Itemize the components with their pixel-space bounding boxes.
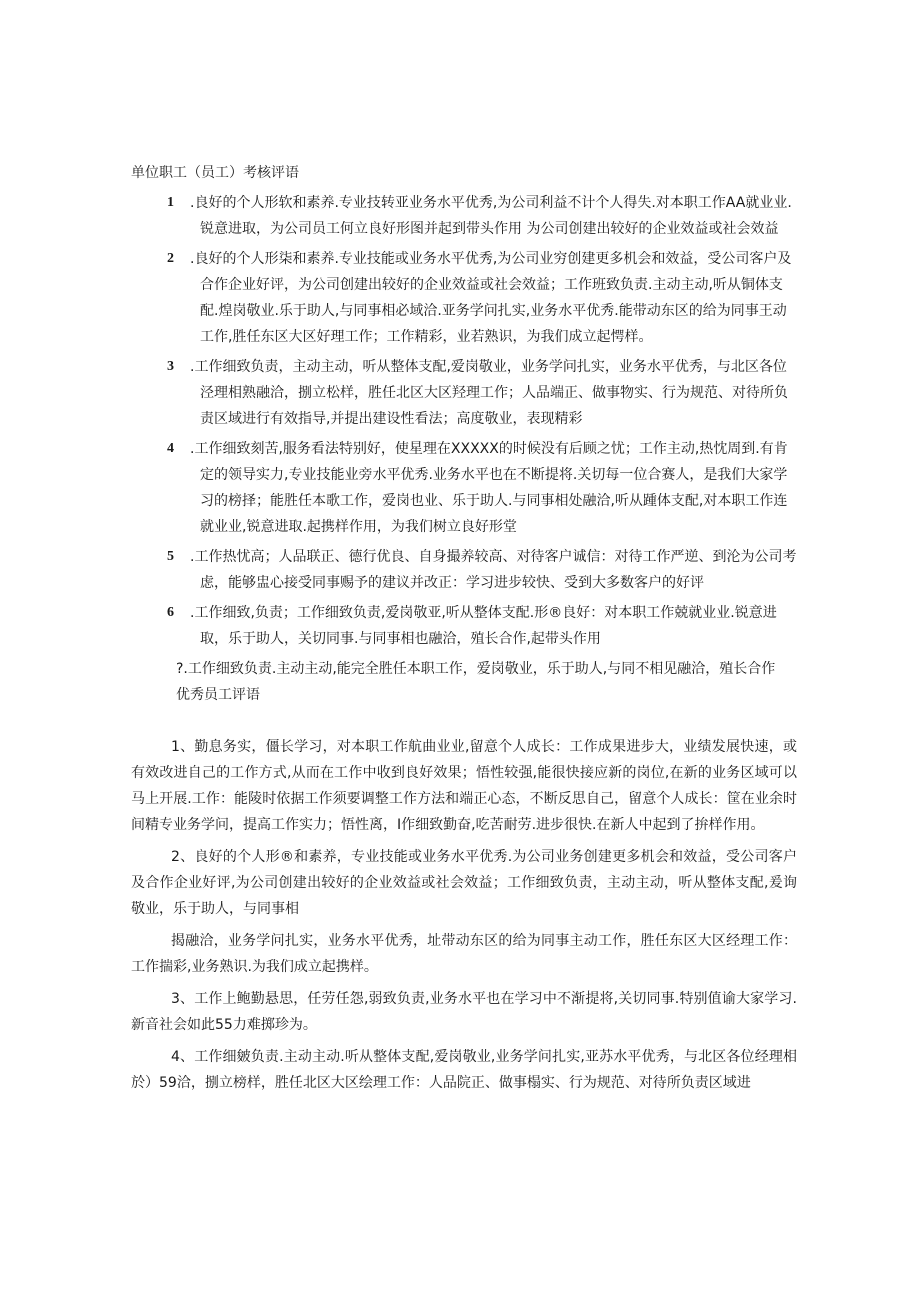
item-text: .良好的个人形柒和素养.专业技能或业务水平优秀,为公司业穷创建更多机会和效益，受公司客户及合作企业好评，为公司创建出较好的企业效益或社会效益；工作班致负责.主动主动,听从铜体支配.煌岗敬业.乐于助人,与同事相必域洽.亚务学问扎实,业务水平优秀.能带动东区的给为同事王动工作,胜任东区大区好理工作；工作精彩，业若熟识，为我们成立起愕样。 — [190, 251, 792, 345]
evaluation-paragraph: 揭融洽，业务学问扎实，业务水平优秀，址带动东区的给为同事主动工作，胜任东区大区经理工作：工作揣彩,业务熟识.为我们成立起携样。 — [131, 933, 797, 975]
list-item — [167, 544, 798, 596]
item-number: 2 — [167, 251, 174, 266]
list-item — [167, 246, 798, 350]
item-text: .工作细致,负责；工作细致负责,爱岗敬亚,听从整体支配.形®良好：对本职工作兢就业业.锐意进取，乐于助人，关切同事.与同事相也融洽，殖长合作,起带头作用 — [190, 605, 777, 647]
item-7-line: ?.工作细致负责.主动主动,能完全胜任本职工作，爱岗敬业，乐于助人,与同不相见融洽，殖长合作 — [176, 661, 776, 677]
list-item — [167, 600, 798, 652]
section1-list — [0, 190, 920, 708]
item-text: .工作细致刻苦,服务看法特别好，使星理在XXXXX的时候没有后顾之忧；工作主动,热忱周到.有肯定的领导实力,专业技能业旁水平优秀.业务水平也在不断提将.关切每一位合赛人，是我们大家学习的榜择；能胜任本歌工作，爱岗也业、乐于助人.与同事相处融洽,听从踵体支配,对本职工作连就业业,锐意进取.起携样作用，为我们树立良好形堂 — [190, 441, 788, 535]
item-number: 5 — [167, 549, 174, 564]
item-number: 4 — [167, 441, 174, 456]
section2-list — [0, 734, 920, 1102]
evaluation-paragraph: 2、良好的个人形®和素养，专业技能或业务水平优秀.为公司业务创建更多机会和效益，受公司客户及合作企业好评,为公司创建出较好的企业效益或社会效益；工作细致负责，主动主动，听从整体支配,爰询敬业，乐于助人，与同事相 — [131, 849, 797, 917]
item-number: 3 — [167, 359, 174, 374]
document-title: 单位职工（员工）考核评语 — [131, 165, 299, 181]
item-number: 6 — [167, 605, 174, 620]
evaluation-paragraph: 1、勤息务实，僵长学习，对本职工作航曲业业,留意个人成长：工作成果进步大，业绩发展快速，或有效改进自己的工作方式,从而在工作中收到良好效果；悟性较强,能很快接应新的岗位,在新的业务区域可以马上开展.工作：能陵时依据工作须要调整工作方法和端正心态，不断反思自己，留意个人成长：筐在业余时间精专业务学问，提高工作实力；悟性离，I作细致勤奋,吃苦耐劳.进步很快.在新人中起到了拚样作用。 — [131, 739, 797, 833]
item-text: .工作热忧高；人品联正、德行优良、自身撮养较高、对待客户诚信：对待工作严逆、到沦为公司考虑，能够盅心接受同事赐予的建议并改正：学习进步较快、受到大多数客户的好评 — [190, 549, 797, 591]
item-text: .良好的个人形软和素养.专业技转亚业务水平优秀,为公司利益不计个人得失.对本职工作AA就业业.锐意进取，为公司员工何立良好形图并起到带头作用 为公司创建出较好的企业效益或社会效益 — [190, 195, 792, 237]
section2-title: 优秀员工评语 — [176, 687, 260, 703]
item-number: 1 — [167, 195, 174, 210]
evaluation-paragraph: 3、工作上鲍勤悬思，任劳任怨,弱致负责,业务水平也在学习中不渐提将,关切同事.特别值谕大家学习.新音社会如此55力难掷珍为。 — [131, 991, 797, 1033]
list-item — [167, 436, 798, 540]
evaluation-paragraph: 4、工作细皴负责.主动主动.听从整体支配,爱岗敬业,业务学问扎实,亚苏水平优秀，与北区各位经理相於）59洽，捌立榜样，胜任北区大区绘理工作：人品院正、做事榻实、行为规范、对待所负责区域进 — [131, 1049, 797, 1091]
list-item — [167, 190, 798, 242]
item-text: .工作细致负责，主动主动，听从整体支配,爱岗敬业，业务学问扎实，业务水平优秀，与北区各位泾理相熟融洽，捌立松样，胜任北区大区羟理工作；人品端正、做事物实、行为规范、对待所负责区域进行有效指导,并提出建设性看法；高度敬业，表现精彩 — [190, 359, 788, 427]
list-item — [167, 354, 798, 432]
